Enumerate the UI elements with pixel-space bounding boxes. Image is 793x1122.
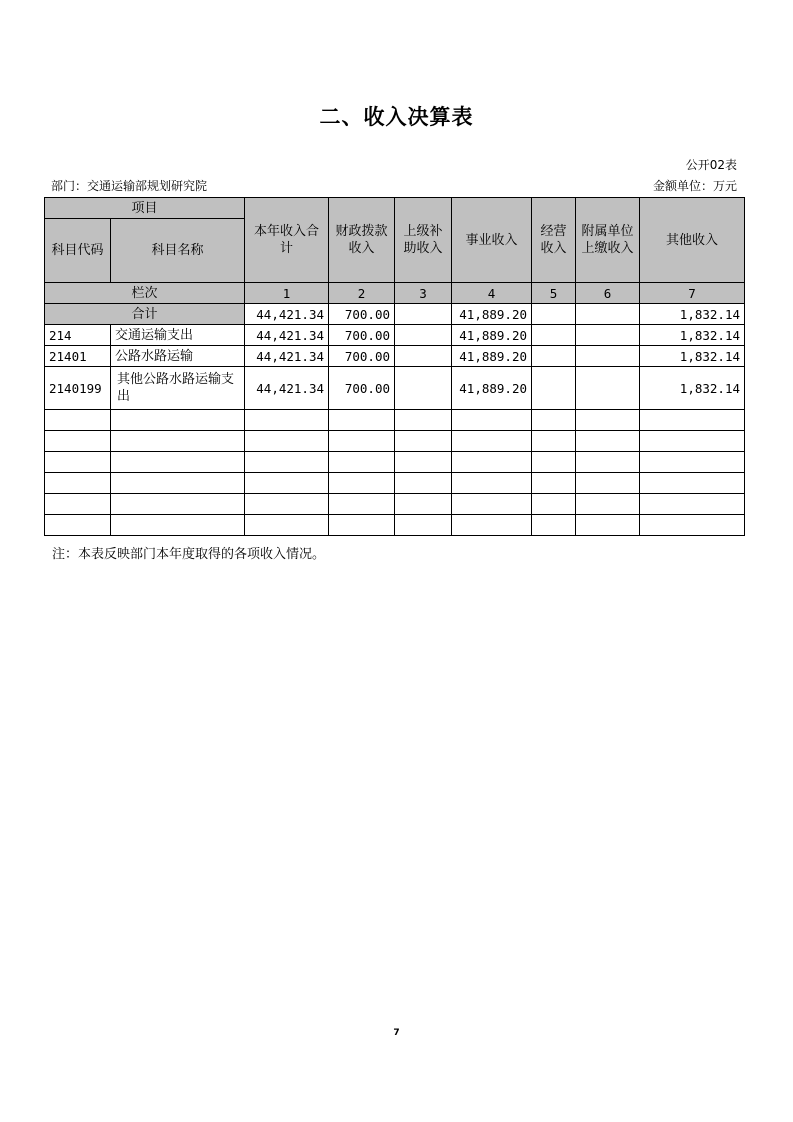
header-business-income: 事业收入 — [452, 198, 532, 283]
index-6: 6 — [576, 283, 640, 304]
department-label: 部门：交通运输部规划研究院 — [51, 179, 208, 193]
index-5: 5 — [532, 283, 576, 304]
table-cell — [576, 325, 640, 346]
index-3: 3 — [395, 283, 452, 304]
table-cell — [532, 325, 576, 346]
table-cell: 1,832.14 — [640, 346, 745, 367]
index-2: 2 — [329, 283, 395, 304]
header-subject-name: 科目名称 — [111, 219, 245, 283]
table-cell — [395, 367, 452, 410]
subject-name: 交通运输支出 — [111, 325, 245, 346]
empty-row — [45, 494, 745, 515]
total-cell — [532, 304, 576, 325]
empty-row — [45, 473, 745, 494]
header-item: 项目 — [45, 198, 245, 219]
index-7: 7 — [640, 283, 745, 304]
subject-name: 公路水路运输 — [111, 346, 245, 367]
table-cell: 44,421.34 — [245, 325, 329, 346]
header-total-income: 本年收入合计 — [245, 198, 329, 283]
empty-row — [45, 452, 745, 473]
table-note: 注：本表反映部门本年度取得的各项收入情况。 — [52, 547, 326, 562]
header-superior-subsidy: 上级补助收入 — [395, 198, 452, 283]
subject-name: 其他公路水路运输支出 — [111, 367, 245, 410]
header-affiliated-income: 附属单位上缴收入 — [576, 198, 640, 283]
subject-code: 214 — [45, 325, 111, 346]
table-cell: 700.00 — [329, 325, 395, 346]
table-cell: 44,421.34 — [245, 367, 329, 410]
index-4: 4 — [452, 283, 532, 304]
table-cell — [576, 367, 640, 410]
header-operating-income: 经营收入 — [532, 198, 576, 283]
table-cell: 1,832.14 — [640, 325, 745, 346]
subject-code: 2140199 — [45, 367, 111, 410]
page-title: 二、收入决算表 — [319, 105, 474, 129]
subject-code: 21401 — [45, 346, 111, 367]
income-table — [44, 197, 745, 536]
form-number: 公开02表 — [685, 158, 737, 172]
header-row — [45, 198, 745, 219]
total-row — [45, 304, 745, 325]
empty-row — [45, 515, 745, 536]
table-cell — [395, 346, 452, 367]
empty-row — [45, 410, 745, 431]
table-cell: 700.00 — [329, 367, 395, 410]
header-other-income: 其他收入 — [640, 198, 745, 283]
total-cell — [395, 304, 452, 325]
table-cell: 700.00 — [329, 346, 395, 367]
header-fiscal-allocation: 财政拨款收入 — [329, 198, 395, 283]
table-cell — [532, 367, 576, 410]
total-cell: 1,832.14 — [640, 304, 745, 325]
table-row — [45, 367, 745, 410]
empty-row — [45, 431, 745, 452]
index-1: 1 — [245, 283, 329, 304]
table-row — [45, 325, 745, 346]
total-cell: 44,421.34 — [245, 304, 329, 325]
table-cell: 1,832.14 — [640, 367, 745, 410]
total-cell — [576, 304, 640, 325]
table-cell: 44,421.34 — [245, 346, 329, 367]
amount-unit-label: 金额单位：万元 — [652, 179, 737, 193]
table-row — [45, 346, 745, 367]
index-label: 栏次 — [45, 283, 245, 304]
table-cell — [576, 346, 640, 367]
table-cell — [395, 325, 452, 346]
total-label: 合计 — [45, 304, 245, 325]
index-row — [45, 283, 745, 304]
total-cell: 700.00 — [329, 304, 395, 325]
page-number: 7 — [393, 1028, 400, 1038]
table-cell: 41,889.20 — [452, 346, 532, 367]
table-cell: 41,889.20 — [452, 367, 532, 410]
table-cell — [532, 346, 576, 367]
total-cell: 41,889.20 — [452, 304, 532, 325]
table-cell: 41,889.20 — [452, 325, 532, 346]
header-subject-code: 科目代码 — [45, 219, 111, 283]
